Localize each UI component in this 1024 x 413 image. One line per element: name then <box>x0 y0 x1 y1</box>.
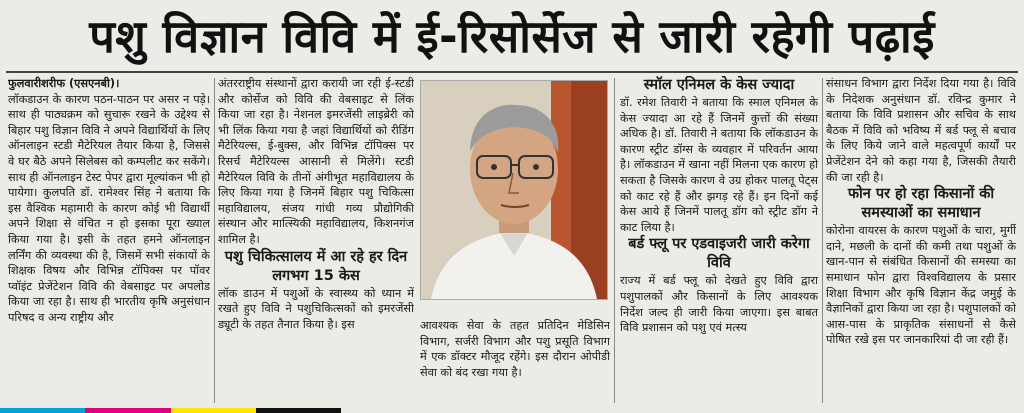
column-3 <box>420 318 610 403</box>
portrait-photo <box>420 80 608 300</box>
col2-subheading: पशु चिकित्सालय में आ रहे हर दिन लगभग 15 केस <box>224 248 408 284</box>
col5-subheading: फोन पर हो रहा किसानों की समस्याओं का समाधान <box>847 186 995 222</box>
column-separator <box>214 78 215 403</box>
col2-body2: लॉक डाउन में पशुओं के स्वास्थ्य को ध्यान में रखते हुए विवि ने पशुचिकित्सकों को इमरजेंसी ड्यूटी के तहत तैनात किया है। इस <box>218 286 414 331</box>
column-2 <box>218 76 414 403</box>
col4-subheading: स्मॉल एनिमल के केस ज्यादा <box>643 77 795 93</box>
column-4 <box>620 76 818 403</box>
column-5 <box>826 76 1016 403</box>
col3-body: आवश्यक सेवा के तहत प्रतिदिन मेडिसिन विभाग, सर्जरी विभाग और पशु प्रसूति विभाग में एक डॉक्टर मौजूद रहेंगे। इस दौरान ओपीडी सेवा को बंद रखा गया है। <box>420 319 610 379</box>
headline-rule <box>6 71 1018 73</box>
print-color-strip <box>0 408 1024 413</box>
col5-body2: कोरोना वायरस के कारण पशुओं के चारा, मुर्गी दाने, मछली के दानों की कमी तथा पशुओं के खान-पान से संबंधित किसानों की समस्या का समाधान फोन द्वारा विश्वविद्यालय के प्रसार शिक्षा विभाग और कृषि विज्ञान केंद्र जमुई के वैज्ञानिकों द्वारा किया जा रहा है। पशुपालकों को आस-पास के प्राकृतिक संसाधनों से कैसे पोषित रखे इस पर जानकारियां दी जा रही हैं। <box>826 224 1016 347</box>
dateline: फुलवारीशरीफ (एसएनबी)। <box>8 77 120 90</box>
column-1 <box>8 76 210 403</box>
col5-body: संसाधन विभाग द्वारा निर्देश दिया गया है। विवि के निदेशक अनुसंधान डॉ. रविन्द्र कुमार ने बताया कि विवि प्रशासन और सचिव के साथ बैठक में विवि को भविष्य में बर्ड फ्लू से बचाव के लिए किये जाने वाले महत्वपूर्ण कार्यों पर प्रेजेंटेशन देने को कहा गया है, जिसकी तैयारी की जा रही है। <box>826 77 1016 184</box>
col1-body: लॉकडाउन के कारण पठन-पाठन पर असर न पड़े। साथ ही पाठ्यक्रम को सुचारू रखने के उद्देश्य से बिहार पशु विज्ञान विवि ने अपने विद्यार्थियों के लिए ऑनलाइन स्टडी मैटेरियल तैयार किया है, जिससे वे घर बैठे अपने सिलेबस को कम्पलीट कर सकेंगे। साथ ही ऑनलाइन टेस्ट पेपर द्वारा मूल्यांकन भी हो पायेगा। कुलपति डॉ. रामेश्वर सिंह ने बताया कि इस वैश्विक महामारी के कारण कोई भी विद्यार्थी अपने शिक्षा से वंचित न हो इसका पूरा ख्याल किया गया है। इसी के तहत हमने ऑनलाइन लर्निंग की व्यवस्था की है, जिसमें सभी संकायों के शिक्षक विषय और विभिन्न टॉपिक्स पर पॉवर प्वॉइंट प्रेजेंटेशन विवि की वेबसाइट पर अपलोड किया जा रहा है। साथ ही भारतीय कृषि अनुसंधान परिषद व अन्य राष्ट्रीय और <box>8 92 210 324</box>
col2-body: अंतरराष्ट्रीय संस्थानों द्वारा करायी जा रही ई-स्टडी और कोर्सेज को विवि की वेबसाइट से लिंक किया जा रहा है। नेशनल इमरजेंसी लाइब्रेरी को भी लिंक किया गया है जहां विद्यार्थियों को रीडिंग मैटेरियल्स, ई-बुक्स, और विभिन्न टॉपिक्स पर रिसर्च मैटेरियल्स आसानी से मिलेंगे। स्टडी मैटेरियल विवि के तीनों अंगीभूत महाविद्यालय के लिए किया गया है जिनमें बिहार पशु चिकित्सा महाविद्यालय, संजय गांधी गव्य प्रौद्योगिकी संस्थान और मात्स्यिकी महाविद्यालय, किशनगंज शामिल है। <box>218 77 414 246</box>
col4-body: डॉ. रमेश तिवारी ने बताया कि स्माल एनिमल के केस ज्यादा आ रहे हैं जिनमें कुत्तों की संख्या अधिक है। डॉ. तिवारी ने बताया कि लॉकडाउन के कारण स्ट्रीट डॉग्स के व्यवहार में परिवर्तन आया है। लॉकडाउन में खाना नहीं मिलना एक कारण हो सकता है जिसके कारण वे उग्र होकर पालतू पेट्स को काट रहे हैं और झगड़ रहे हैं। इन दिनों कई केस आये हैं जिनमें पालतू डॉग को स्ट्रीट डॉग ने काट लिया है। <box>620 96 818 234</box>
column-separator <box>614 78 615 403</box>
portrait-illustration <box>421 81 607 299</box>
headline: पशु विज्ञान विवि में ई-रिसोर्सेज से जारी रहेगी पढ़ाई <box>89 9 935 63</box>
col4-body2: राज्य में बर्ड फ्लू को देखते हुए विवि द्वारा पशुपालकों और किसानों के लिए आवश्यक निर्देश जल्द ही जारी किया जाएगा। इस बाबत विवि प्रशासन को पशु एवं मत्स्य <box>620 274 818 335</box>
col4-subheading-2: बर्ड फ्लू पर एडवाइजरी जारी करेगा विवि <box>628 236 810 272</box>
column-separator <box>822 78 823 403</box>
